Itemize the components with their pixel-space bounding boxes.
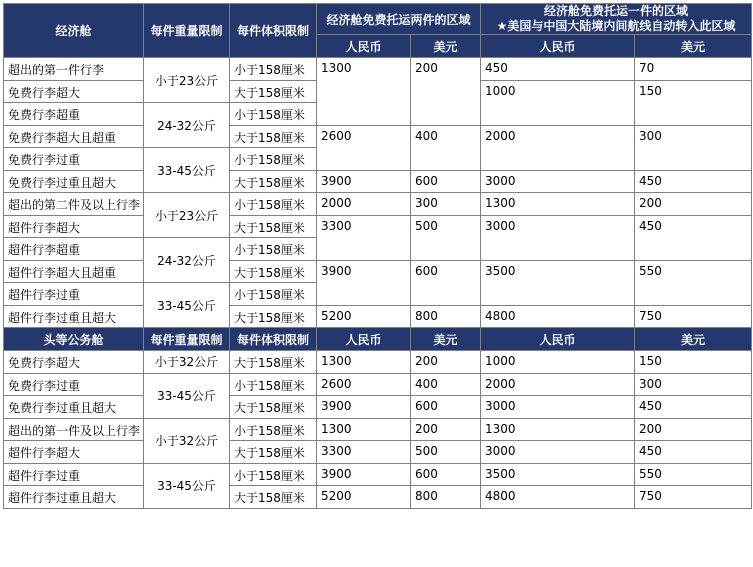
zone-two-usd-cell: 600 bbox=[411, 260, 481, 305]
size-cell: 大于158厘米 bbox=[230, 351, 317, 374]
zone-two-cny-header: 人民币 bbox=[317, 328, 411, 351]
weight-cell: 小于32公斤 bbox=[144, 351, 230, 374]
zone-two-usd-header: 美元 bbox=[411, 328, 481, 351]
zone-two-usd-header: 美元 bbox=[411, 35, 481, 58]
item-cell: 超件行李超大且超重 bbox=[4, 260, 144, 283]
zone-one-cny-cell: 450 bbox=[481, 58, 635, 81]
weight-cell: 33-45公斤 bbox=[144, 283, 230, 328]
baggage-fee-table bbox=[3, 3, 752, 509]
item-cell: 超件行李超大 bbox=[4, 441, 144, 464]
size-cell: 小于158厘米 bbox=[230, 463, 317, 486]
zone-one-cny-cell: 3000 bbox=[481, 170, 635, 193]
item-cell: 免费行李过重 bbox=[4, 373, 144, 396]
zone-one-cny-header: 人民币 bbox=[481, 328, 635, 351]
item-cell: 超件行李超大 bbox=[4, 215, 144, 238]
zone-one-free-note: ★美国与中国大陆境内间航线自动转入此区域 bbox=[496, 19, 736, 33]
zone-one-usd-cell: 450 bbox=[635, 170, 752, 193]
size-cell: 小于158厘米 bbox=[230, 148, 317, 171]
table-row bbox=[4, 170, 752, 193]
zone-one-usd-header: 美元 bbox=[635, 35, 752, 58]
zone-one-usd-cell: 70 bbox=[635, 58, 752, 81]
weight-limit-header: 每件重量限制 bbox=[144, 328, 230, 351]
size-cell: 大于158厘米 bbox=[230, 215, 317, 238]
zone-two-cny-cell: 2600 bbox=[317, 373, 411, 396]
size-cell: 小于158厘米 bbox=[230, 418, 317, 441]
zone-one-usd-cell: 450 bbox=[635, 215, 752, 260]
item-cell: 免费行李过重 bbox=[4, 148, 144, 171]
weight-cell: 33-45公斤 bbox=[144, 373, 230, 418]
table-row bbox=[4, 441, 752, 464]
zone-one-cny-header: 人民币 bbox=[481, 35, 635, 58]
size-cell: 小于158厘米 bbox=[230, 373, 317, 396]
size-cell: 小于158厘米 bbox=[230, 283, 317, 306]
zone-one-cny-cell: 1000 bbox=[481, 351, 635, 374]
zone-one-cny-cell: 3500 bbox=[481, 463, 635, 486]
zone-one-cny-cell: 3000 bbox=[481, 215, 635, 260]
zone-two-cny-cell: 1300 bbox=[317, 58, 411, 126]
weight-cell: 小于32公斤 bbox=[144, 418, 230, 463]
size-cell: 小于158厘米 bbox=[230, 193, 317, 216]
item-cell: 超出的第一件行李 bbox=[4, 58, 144, 81]
zone-two-cny-cell: 2600 bbox=[317, 125, 411, 170]
size-cell: 大于158厘米 bbox=[230, 305, 317, 328]
size-cell: 大于158厘米 bbox=[230, 486, 317, 509]
item-cell: 超件行李过重 bbox=[4, 283, 144, 306]
first-business-header-row bbox=[4, 328, 752, 351]
size-limit-header: 每件体积限制 bbox=[230, 4, 317, 58]
table-row bbox=[4, 193, 752, 216]
item-cell: 免费行李超大且超重 bbox=[4, 125, 144, 148]
weight-cell: 33-45公斤 bbox=[144, 148, 230, 193]
table-row bbox=[4, 215, 752, 238]
zone-two-usd-cell: 400 bbox=[411, 373, 481, 396]
table-row bbox=[4, 58, 752, 81]
zone-two-cny-cell: 1300 bbox=[317, 418, 411, 441]
zone-two-cny-cell: 1300 bbox=[317, 351, 411, 374]
item-cell: 超出的第一件及以上行李 bbox=[4, 418, 144, 441]
zone-two-cny-cell: 3900 bbox=[317, 396, 411, 419]
zone-one-usd-cell: 750 bbox=[635, 305, 752, 328]
zone-one-usd-cell: 150 bbox=[635, 80, 752, 125]
zone-one-free-header bbox=[481, 4, 752, 35]
zone-one-cny-cell: 1300 bbox=[481, 193, 635, 216]
economy-cabin-header: 经济舱 bbox=[4, 4, 144, 58]
zone-two-cny-cell: 3900 bbox=[317, 463, 411, 486]
zone-one-cny-cell: 1300 bbox=[481, 418, 635, 441]
weight-cell: 24-32公斤 bbox=[144, 103, 230, 148]
zone-two-cny-cell: 3900 bbox=[317, 170, 411, 193]
item-cell: 免费行李超大 bbox=[4, 351, 144, 374]
table-row bbox=[4, 260, 752, 283]
zone-two-cny-cell: 2000 bbox=[317, 193, 411, 216]
zone-two-cny-cell: 5200 bbox=[317, 305, 411, 328]
economy-header-row-1 bbox=[4, 4, 752, 35]
zone-one-cny-cell: 1000 bbox=[481, 80, 635, 125]
zone-one-usd-cell: 200 bbox=[635, 418, 752, 441]
weight-limit-header: 每件重量限制 bbox=[144, 4, 230, 58]
zone-two-usd-cell: 400 bbox=[411, 125, 481, 170]
table-row bbox=[4, 125, 752, 148]
zone-two-free-header: 经济舱免费托运两件的区域 bbox=[317, 4, 481, 35]
zone-two-usd-cell: 300 bbox=[411, 193, 481, 216]
zone-one-cny-cell: 4800 bbox=[481, 486, 635, 509]
zone-two-usd-cell: 500 bbox=[411, 215, 481, 260]
zone-two-usd-cell: 200 bbox=[411, 418, 481, 441]
zone-two-cny-cell: 3300 bbox=[317, 215, 411, 260]
zone-two-usd-cell: 600 bbox=[411, 170, 481, 193]
table-row bbox=[4, 373, 752, 396]
size-cell: 大于158厘米 bbox=[230, 260, 317, 283]
table-row bbox=[4, 418, 752, 441]
zone-two-cny-cell: 3300 bbox=[317, 441, 411, 464]
zone-two-usd-cell: 600 bbox=[411, 396, 481, 419]
zone-one-free-title: 经济舱免费托运一件的区域 bbox=[544, 4, 689, 18]
zone-one-usd-cell: 450 bbox=[635, 441, 752, 464]
item-cell: 超件行李过重 bbox=[4, 463, 144, 486]
zone-two-usd-cell: 500 bbox=[411, 441, 481, 464]
zone-two-cny-cell: 5200 bbox=[317, 486, 411, 509]
item-cell: 超件行李过重且超大 bbox=[4, 305, 144, 328]
item-cell: 免费行李超大 bbox=[4, 80, 144, 103]
item-cell: 超件行李过重且超大 bbox=[4, 486, 144, 509]
zone-one-cny-cell: 3000 bbox=[481, 396, 635, 419]
table-row bbox=[4, 463, 752, 486]
size-cell: 小于158厘米 bbox=[230, 58, 317, 81]
zone-one-usd-cell: 550 bbox=[635, 463, 752, 486]
size-cell: 大于158厘米 bbox=[230, 170, 317, 193]
zone-one-cny-cell: 3500 bbox=[481, 260, 635, 305]
first-business-cabin-header: 头等公务舱 bbox=[4, 328, 144, 351]
weight-cell: 33-45公斤 bbox=[144, 463, 230, 508]
zone-one-cny-cell: 4800 bbox=[481, 305, 635, 328]
size-limit-header: 每件体积限制 bbox=[230, 328, 317, 351]
zone-one-usd-cell: 550 bbox=[635, 260, 752, 305]
zone-two-usd-cell: 800 bbox=[411, 305, 481, 328]
zone-one-usd-cell: 450 bbox=[635, 396, 752, 419]
zone-two-cny-cell: 3900 bbox=[317, 260, 411, 305]
zone-one-usd-cell: 750 bbox=[635, 486, 752, 509]
table-row bbox=[4, 305, 752, 328]
zone-one-usd-cell: 150 bbox=[635, 351, 752, 374]
table-row bbox=[4, 396, 752, 419]
zone-one-usd-cell: 300 bbox=[635, 125, 752, 170]
zone-two-usd-cell: 800 bbox=[411, 486, 481, 509]
zone-two-cny-header: 人民币 bbox=[317, 35, 411, 58]
zone-two-usd-cell: 600 bbox=[411, 463, 481, 486]
table-row bbox=[4, 486, 752, 509]
size-cell: 小于158厘米 bbox=[230, 238, 317, 261]
zone-one-cny-cell: 3000 bbox=[481, 441, 635, 464]
size-cell: 大于158厘米 bbox=[230, 396, 317, 419]
item-cell: 免费行李过重且超大 bbox=[4, 396, 144, 419]
zone-one-usd-cell: 300 bbox=[635, 373, 752, 396]
zone-two-usd-cell: 200 bbox=[411, 351, 481, 374]
zone-one-cny-cell: 2000 bbox=[481, 373, 635, 396]
item-cell: 超件行李超重 bbox=[4, 238, 144, 261]
zone-one-usd-header: 美元 bbox=[635, 328, 752, 351]
size-cell: 小于158厘米 bbox=[230, 103, 317, 126]
item-cell: 免费行李超重 bbox=[4, 103, 144, 126]
size-cell: 大于158厘米 bbox=[230, 441, 317, 464]
size-cell: 大于158厘米 bbox=[230, 80, 317, 103]
zone-two-usd-cell: 200 bbox=[411, 58, 481, 126]
zone-one-cny-cell: 2000 bbox=[481, 125, 635, 170]
weight-cell: 小于23公斤 bbox=[144, 193, 230, 238]
zone-one-usd-cell: 200 bbox=[635, 193, 752, 216]
item-cell: 免费行李过重且超大 bbox=[4, 170, 144, 193]
weight-cell: 小于23公斤 bbox=[144, 58, 230, 103]
item-cell: 超出的第二件及以上行李 bbox=[4, 193, 144, 216]
size-cell: 大于158厘米 bbox=[230, 125, 317, 148]
weight-cell: 24-32公斤 bbox=[144, 238, 230, 283]
